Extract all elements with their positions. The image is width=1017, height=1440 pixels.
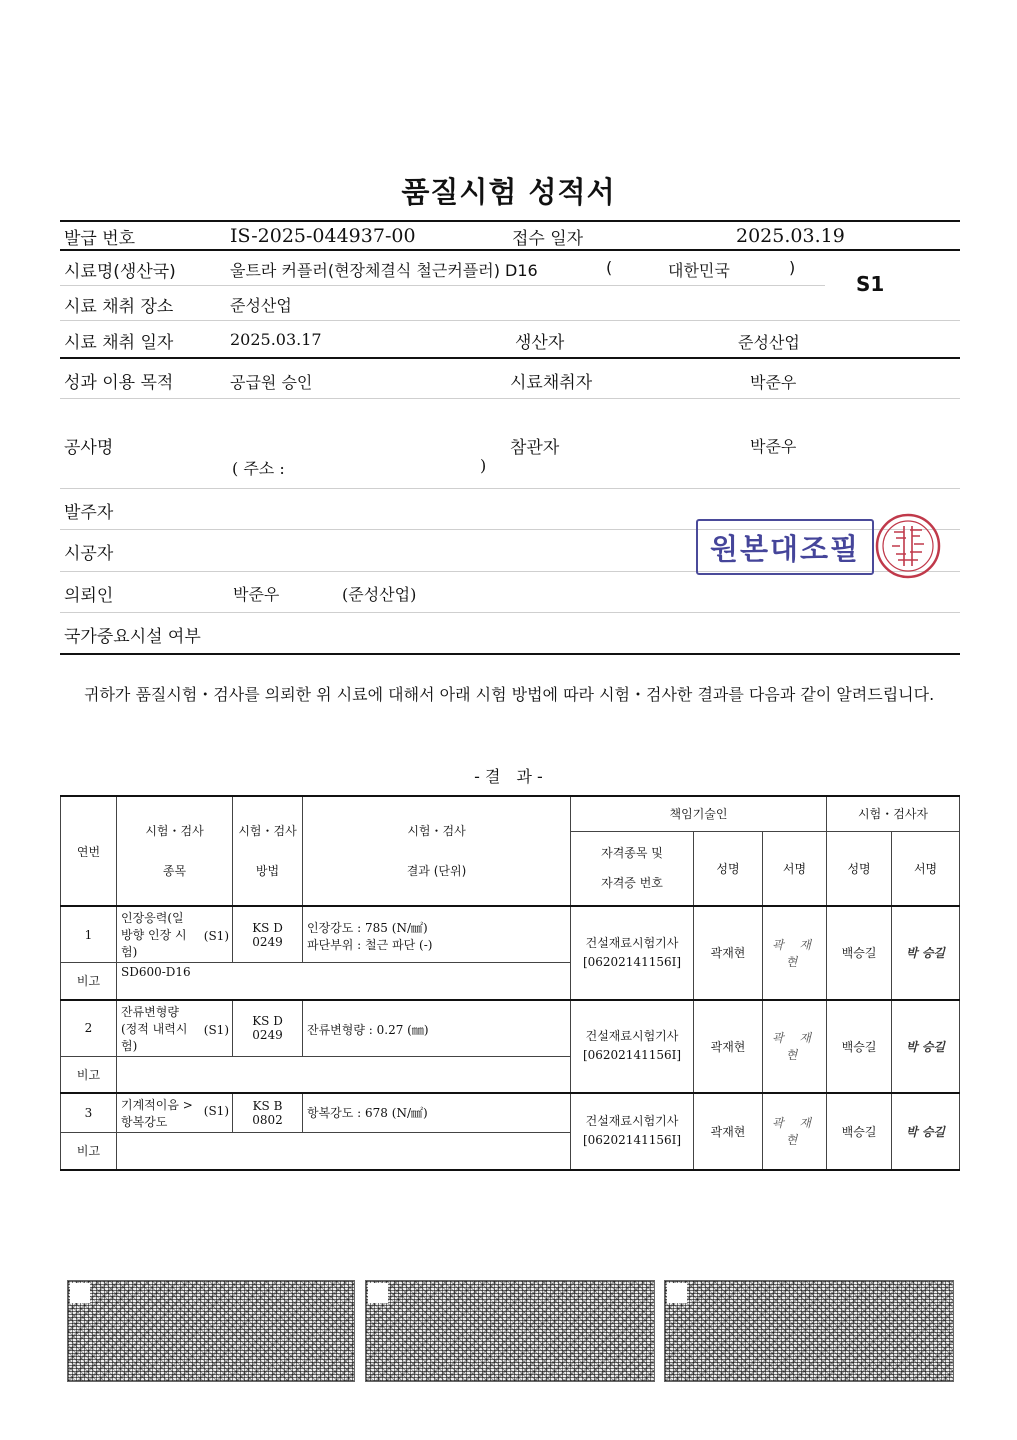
header-result xyxy=(303,796,571,906)
row-qualification xyxy=(571,1000,694,1094)
national-facility-label: 국가중요시설 여부 xyxy=(64,627,201,647)
sample-code: S1 xyxy=(856,272,885,296)
remark-value: SD600-D16 xyxy=(117,963,571,1000)
producer-label: 생산자 xyxy=(515,333,565,353)
issue-no-label: 발급 번호 xyxy=(64,229,136,249)
results-heading: - 결 과 - xyxy=(474,767,543,786)
table-row xyxy=(61,906,960,963)
observer-label: 참관자 xyxy=(510,438,560,458)
row-inspector-signature: 박 승길 xyxy=(892,1000,960,1094)
row-result xyxy=(303,906,571,963)
row-inspector-name: 백승길 xyxy=(827,1000,892,1094)
address-close: ) xyxy=(480,456,487,475)
header-engineer-name: 성명 xyxy=(694,831,763,906)
intro-paragraph: 귀하가 품질시험・검사를 의뢰한 위 시료에 대해서 아래 시험 방법에 따라 시험・검사한 결과를 다음과 같이 알려드립니다. xyxy=(84,685,935,704)
sampling-place-label: 시료 채취 장소 xyxy=(64,297,174,317)
results-table xyxy=(60,795,960,1171)
row-sample: (S1) xyxy=(203,1022,229,1037)
header-inspector-sign: 서명 xyxy=(892,831,960,906)
address-open: ( 주소 : xyxy=(232,459,285,478)
row-engineer-name: 곽재현 xyxy=(694,906,763,1000)
header-top-rule xyxy=(60,220,960,222)
sampling-date-value: 2025.03.17 xyxy=(230,330,322,349)
remark-value xyxy=(117,1133,571,1170)
sample-name-label: 시료명(생산국) xyxy=(64,262,176,282)
contractor-label: 시공자 xyxy=(64,544,114,564)
row-result-line1: 잔류변형량 : 0.27 (㎜) xyxy=(307,1022,429,1037)
row-engineer-name: 곽재현 xyxy=(694,1000,763,1094)
row-item xyxy=(117,1093,233,1133)
row-qualification xyxy=(571,1093,694,1170)
sample-name-value: 울트라 커플러(현장체결식 철근커플러) D16 xyxy=(230,261,538,280)
barcode-corner-icon xyxy=(667,1283,687,1303)
certified-copy-stamp: 원본대조필 xyxy=(696,519,874,575)
header-rule xyxy=(60,488,960,489)
header-item xyxy=(117,796,233,906)
row-engineer-signature: 곽 재 현 xyxy=(763,906,827,1000)
sampler-value: 박준우 xyxy=(750,373,797,392)
document-title: 품질시험 성적서 xyxy=(401,175,616,209)
row-inspector-name: 백승길 xyxy=(827,1093,892,1170)
receipt-date-value: 2025.03.19 xyxy=(736,225,845,247)
header-rule xyxy=(60,398,960,399)
row-qual: 건설재료시험기사 xyxy=(585,935,679,950)
barcode-corner-icon xyxy=(70,1283,90,1303)
remark-label: 비고 xyxy=(61,1056,117,1093)
header-qual-line2: 자격증 번호 xyxy=(601,876,663,891)
row-qual: 건설재료시험기사 xyxy=(585,1114,679,1129)
row-item-text: 기계적이음 >항복강도 xyxy=(121,1098,193,1129)
row-result xyxy=(303,1093,571,1133)
row-qualification xyxy=(571,906,694,1000)
row-no: 1 xyxy=(61,906,117,963)
row-method: KS D 0249 xyxy=(233,906,303,963)
row-method: KS B 0802 xyxy=(233,1093,303,1133)
row-inspector-signature: 박 승길 xyxy=(892,906,960,1000)
row-result-line1: 인장강도 : 785 (N/㎟) xyxy=(307,921,428,935)
header-inspector: 시험・검사자 xyxy=(827,796,960,831)
header-qualification xyxy=(571,831,694,906)
header-engineer: 책임기술인 xyxy=(571,796,827,831)
requester-name: 박준우 xyxy=(233,585,280,604)
header-rule xyxy=(60,320,960,321)
row-item-text: 인장응력(일방향 인장 시험) xyxy=(121,911,187,959)
header-rule xyxy=(60,285,825,286)
table-row xyxy=(61,1000,960,1057)
row-no: 3 xyxy=(61,1093,117,1133)
country-close-paren: ) xyxy=(789,258,796,277)
header-method-line1: 시험・검사 xyxy=(238,824,297,838)
header-result-line1: 시험・검사 xyxy=(407,824,466,838)
row-sample: (S1) xyxy=(203,929,229,943)
header-method xyxy=(233,796,303,906)
row-inspector-signature: 박 승길 xyxy=(892,1093,960,1170)
row-result xyxy=(303,1000,571,1057)
country-value: 대한민국 xyxy=(668,261,730,280)
row-result-line1: 항복강도 : 678 (N/㎟) xyxy=(307,1106,428,1120)
requester-label: 의뢰인 xyxy=(64,586,114,606)
header-bottom-rule xyxy=(60,653,960,655)
verification-barcode xyxy=(67,1280,355,1382)
header-serial: 연번 xyxy=(61,796,117,906)
header-item-line2: 종목 xyxy=(162,864,187,878)
row-cert-no: [06202141156I] xyxy=(582,1048,682,1063)
row-method: KS D 0249 xyxy=(233,1000,303,1057)
row-sample: (S1) xyxy=(203,1104,229,1118)
header-rule xyxy=(60,612,960,613)
sampler-label: 시료채취자 xyxy=(510,373,593,393)
row-item xyxy=(117,1000,233,1057)
issue-no-value: IS-2025-044937-00 xyxy=(230,225,416,247)
producer-value: 준성산업 xyxy=(738,333,800,352)
header-item-line1: 시험・검사 xyxy=(145,824,204,838)
sampling-place-value: 준성산업 xyxy=(230,296,292,315)
header-engineer-sign: 서명 xyxy=(763,831,827,906)
verification-barcode xyxy=(664,1280,954,1382)
sampling-date-label: 시료 채취 일자 xyxy=(64,333,174,353)
receipt-date-label: 접수 일자 xyxy=(512,229,584,249)
header-rule xyxy=(60,357,960,359)
red-seal-icon xyxy=(874,512,942,580)
purpose-label: 성과 이용 목적 xyxy=(64,373,174,393)
remark-label: 비고 xyxy=(61,1133,117,1170)
row-inspector-name: 백승길 xyxy=(827,906,892,1000)
table-row xyxy=(61,1093,960,1133)
remark-value xyxy=(117,1056,571,1093)
purpose-value: 공급원 승인 xyxy=(230,373,313,392)
header-qual-line1: 자격종목 및 xyxy=(601,846,663,861)
row-engineer-signature: 곽 재 현 xyxy=(763,1000,827,1094)
row-engineer-signature: 곽 재 현 xyxy=(763,1093,827,1170)
requester-company: (준성산업) xyxy=(342,585,417,604)
country-open-paren: ( xyxy=(606,258,613,277)
header-rule xyxy=(60,249,960,251)
row-item-text: 잔류변형량(정적 내력시험) xyxy=(121,1004,188,1053)
verification-barcode xyxy=(365,1280,655,1382)
row-cert-no: [06202141156I] xyxy=(582,954,682,969)
row-item xyxy=(117,906,233,963)
row-result-line2: 파단부위 : 철근 파단 (-) xyxy=(307,938,433,952)
header-method-line2: 방법 xyxy=(255,864,280,878)
client-order-label: 발주자 xyxy=(64,503,114,523)
header-result-line2: 결과 (단위) xyxy=(406,864,467,878)
row-engineer-name: 곽재현 xyxy=(694,1093,763,1170)
project-label: 공사명 xyxy=(64,438,114,458)
row-qual: 건설재료시험기사 xyxy=(585,1029,679,1044)
header-inspector-name: 성명 xyxy=(827,831,892,906)
remark-label: 비고 xyxy=(61,963,117,1000)
row-no: 2 xyxy=(61,1000,117,1057)
observer-value: 박준우 xyxy=(750,437,797,456)
barcode-corner-icon xyxy=(368,1283,388,1303)
row-cert-no: [06202141156I] xyxy=(582,1133,682,1148)
